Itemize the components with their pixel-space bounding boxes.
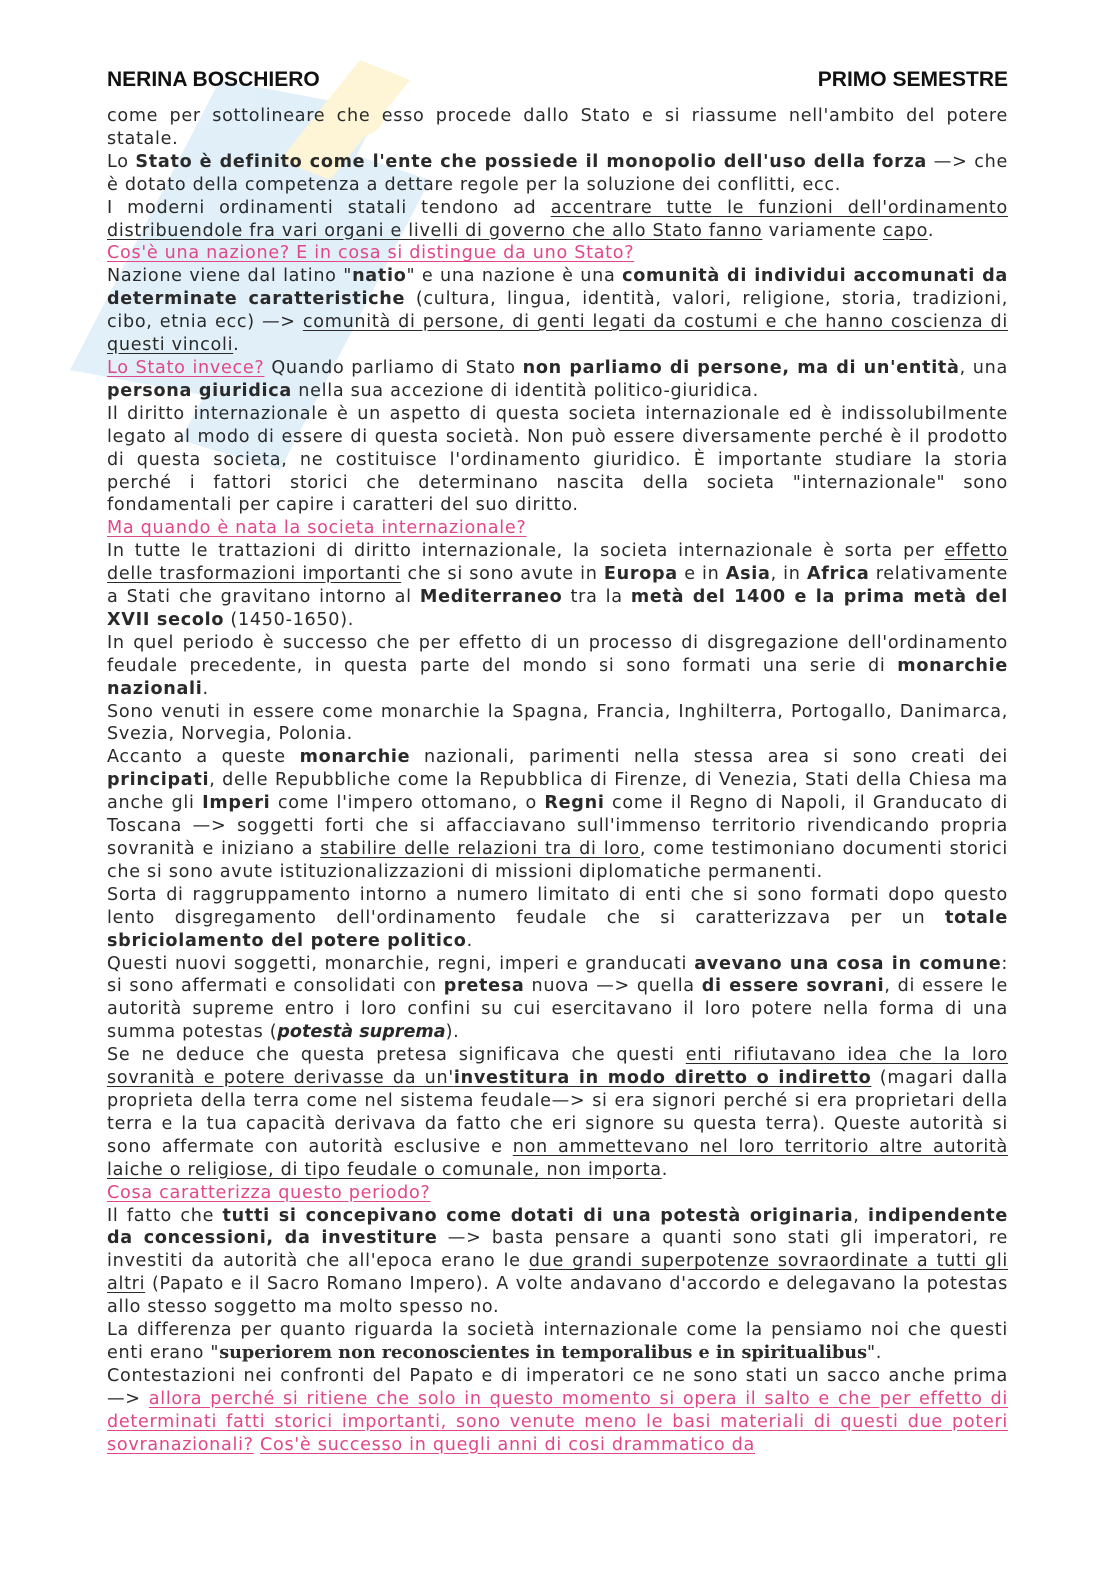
text-run: —> basta pensare a quanti sono stati gli imperatori, re investiti da autorità che all'epoca erano le — [107, 1228, 1008, 1272]
bold-text: comunità di individui accomunati da determinate caratteristiche — [107, 266, 1009, 310]
text-run: come il Regno di Napoli, il Granducato di Toscana —> soggetti forti che si affacciavano sull'immenso territorio rivendicando propria sovranità e iniziano a — [107, 793, 1009, 859]
underlined-text: due grandi superpotenze sovraordinate a tutti gli altri — [107, 1251, 1008, 1295]
text-run: . — [233, 335, 240, 356]
text-run: Accanto a queste — [107, 747, 300, 768]
paragraph — [107, 540, 1008, 632]
text-run: . — [202, 678, 209, 699]
bold-underlined-text: investitura in modo diretto o indiretto — [453, 1068, 872, 1089]
text-run: (1450-1650). — [224, 609, 355, 630]
bold-text: principati — [107, 770, 210, 791]
bold-text: avevano una cosa in comune — [694, 953, 1002, 974]
bold-text: Africa — [806, 564, 870, 585]
text-run: tra la — [562, 587, 631, 608]
bold-text: non parliamo di persone, ma di un'entità — [522, 357, 960, 378]
text-run: , come testimoniano documenti storici che si sono avute istituzionalizzazioni di missioni diplomatiche permanenti. — [107, 839, 1008, 882]
text-run: I moderni ordinamenti statali tendono ad — [107, 197, 551, 218]
text-run: . — [466, 930, 473, 951]
text-run: Sorta di raggruppamento intorno a numero limitato di enti che si sono formati dopo questo lento disgregamento dell'ordinamento feudale che si caratterizzava per un — [107, 884, 1008, 928]
bold-text: pretesa — [443, 976, 525, 997]
underlined-text: capo — [882, 220, 928, 241]
text-run: In tutte le trattazioni di diritto internazionale, la societa internazionale è sorta per — [107, 541, 945, 562]
paragraph — [107, 403, 1008, 518]
text-run: In quel periodo è successo che per effetto di un processo di disgregazione dell'ordinamento feudale precedente, in questa parte del mondo si sono formati una serie di — [107, 632, 1008, 676]
text-run: Lo — [107, 151, 136, 172]
text-run: : si sono affermati e consolidati con — [107, 953, 1008, 997]
handwritten-note: potestà suprema — [277, 1022, 446, 1043]
text-run: Nazione viene dal latino " — [107, 266, 353, 287]
paragraph — [107, 953, 1008, 1045]
text-run: nazionali, parimenti nella stessa area si sono creati dei — [410, 747, 1008, 768]
bold-text: metà del 1400 e la prima metà del XVII secolo — [107, 587, 1008, 630]
underlined-text: enti rifiutavano idea che la loro sovranità e potere derivasse da un' — [107, 1045, 1008, 1089]
text-run: (Papato e il Sacro Romano Impero). A volte andavano d'accordo e delegavano la potestas allo stesso soggetto ma molto spesso no. — [107, 1274, 1008, 1318]
text-run: , delle Repubbliche come la Repubblica di Firenze, di Venezia, Stati della Chiesa ma anche gli — [107, 770, 1008, 814]
text-run: Sono venuti in essere come monarchie la Spagna, Francia, Inghilterra, Portogallo, Danimarca, Svezia, Norvegia, Polonia. — [107, 701, 1008, 745]
text-run: Il diritto internazionale è un aspetto di questa societa internazionale ed è indissolubilmente legato al modo di essere di questa società. Non può essere diversamente perché è il prodotto di questa societa, ne costituisce l'ordinamento giuridico. È importante studiare la storia perché i fattori storici che determinano nascita della societa "internazionale" sono fondamentali per capire i caratteri del suo diritto. — [107, 403, 1008, 516]
text-run: , di essere le autorità supreme entro i loro confini su cui esercitavano il loro potere nella forma di una summa potestas ( — [107, 976, 1008, 1043]
text-run: Questi nuovi soggetti, monarchie, regni, imperi e granducati — [107, 953, 695, 974]
author-name: NERINA BOSCHIERO — [107, 68, 320, 91]
bold-text: di essere sovrani — [701, 976, 885, 997]
bold-text: persona giuridica — [107, 380, 292, 401]
page-header — [107, 68, 1008, 92]
paragraph — [107, 265, 1008, 357]
text-run: che si sono avute in — [401, 564, 604, 585]
paragraph — [107, 746, 1008, 883]
paragraph — [107, 1205, 1008, 1320]
text-run: ". — [867, 1342, 883, 1363]
text-run: " e una nazione è una — [406, 266, 623, 287]
document-body — [107, 105, 1008, 1456]
paragraph — [107, 517, 1008, 540]
bold-text: totale sbriciolamento del potere politico — [107, 907, 1008, 951]
underlined-text: non ammettevano nel loro territorio altre autorità laiche o religiose, di tipo feudale o comunale, non importa — [107, 1136, 1009, 1180]
text-run: e in — [677, 564, 726, 585]
question-text: Lo Stato invece? — [107, 357, 265, 378]
latin-quote: superiorem non reconoscientes in temporalibus e in spiritualibus — [219, 1341, 867, 1363]
text-run: . — [661, 1159, 669, 1180]
question-text: Ma quando è nata la societa internazionale? — [107, 518, 527, 539]
bold-text: natio — [352, 266, 407, 287]
paragraph — [107, 197, 1008, 243]
bold-text: Stato è definito come l'ente che possiede il monopolio dell'uso della forza — [135, 151, 928, 172]
text-run: nella sua accezione di identità politico-giuridica. — [291, 380, 759, 401]
bold-text: Regni — [544, 793, 605, 814]
question-text: Cosa caratterizza questo periodo? — [107, 1182, 431, 1203]
paragraph — [107, 105, 1008, 151]
bold-text: Imperi — [202, 793, 271, 814]
paragraph — [107, 1044, 1008, 1181]
paragraph — [107, 1365, 1008, 1457]
paragraph — [107, 884, 1008, 953]
paragraph — [107, 1182, 1008, 1205]
underlined-text: accentrare tutte le funzioni dell'ordinamento distribuendole fra vari organi e livelli di governo che allo Stato fanno — [107, 197, 1008, 241]
paragraph — [107, 1319, 1008, 1365]
text-run: La differenza per quanto riguarda la società internazionale come la pensiamo noi che questi enti erano " — [107, 1320, 1008, 1363]
bold-text: monarchie nazionali — [107, 655, 1008, 699]
bold-text: indipendente da concessioni, da investiture — [107, 1205, 1009, 1249]
bold-text: Mediterraneo — [419, 587, 563, 608]
paragraph — [107, 151, 1008, 197]
bold-text: tutti si concepivano come dotati di una potestà originaria — [222, 1205, 854, 1226]
text-run: , in — [770, 564, 807, 585]
text-run: —> che è dotato della competenza a dettare regole per la soluzione dei conflitti, ecc. — [107, 151, 1009, 195]
paragraph — [107, 632, 1008, 701]
text-run: (magari dalla proprieta della terra come nel sistema feudale—> si era signori perché si era proprietari della terra e la tua capacità derivava da fatto che eri signore su questa terra). Queste autorità si sono affermate con autorità esclusive e — [107, 1068, 1008, 1157]
semester-label: PRIMO SEMESTRE — [817, 68, 1008, 91]
underlined-text: comunità di persone, di genti legati da costumi e che hanno coscienza di questi vincoli — [107, 312, 1008, 356]
text-run: . — [927, 220, 935, 241]
bold-text: Europa — [603, 564, 678, 585]
text-run: nuova —> quella — [524, 976, 702, 997]
text-run: ). — [445, 1022, 460, 1043]
underlined-text: effetto delle trasformazioni importanti — [107, 541, 1008, 585]
text-run: come l'impero ottomano, o — [270, 793, 545, 814]
text-run: variamente — [762, 220, 883, 241]
question-text: Cos'è successo in quegli anni di cosi drammatico da — [260, 1434, 755, 1455]
text-run: Quando parliamo di Stato — [264, 357, 523, 378]
paragraph — [107, 701, 1008, 747]
question-text: Cos'è una nazione? E in cosa si distingue da uno Stato? — [107, 243, 635, 264]
text-run: Se ne deduce che questa pretesa significava che questi — [107, 1045, 686, 1066]
text-run: (cultura, lingua, identità, valori, religione, storia, tradizioni, cibo, etnia ecc) —> — [107, 289, 1008, 333]
question-text: allora perché si ritiene che solo in questo momento si opera il salto e che per effetto di determinati fatti storici importanti, sono venute meno le basi materiali di questi due poteri sovranazionali? — [107, 1388, 1008, 1455]
text-run: , — [853, 1205, 868, 1226]
text-run: , una — [959, 357, 1008, 378]
bold-text: Asia — [725, 564, 771, 585]
text-run: Il fatto che — [107, 1205, 223, 1226]
underlined-text: stabilire delle relazioni tra di loro — [320, 839, 640, 859]
paragraph — [107, 242, 1008, 265]
bold-text: monarchie — [299, 747, 411, 768]
paragraph — [107, 357, 1008, 403]
text-run: come per sottolineare che esso procede dallo Stato e si riassume nell'ambito del potere statale. — [107, 106, 1008, 149]
text-run: relativamente a Stati che gravitano intorno al — [107, 564, 1008, 608]
text-run: Contestazioni nei confronti del Papato e di imperatori ce ne sono stati un sacco anche prima —> — [107, 1365, 1008, 1409]
